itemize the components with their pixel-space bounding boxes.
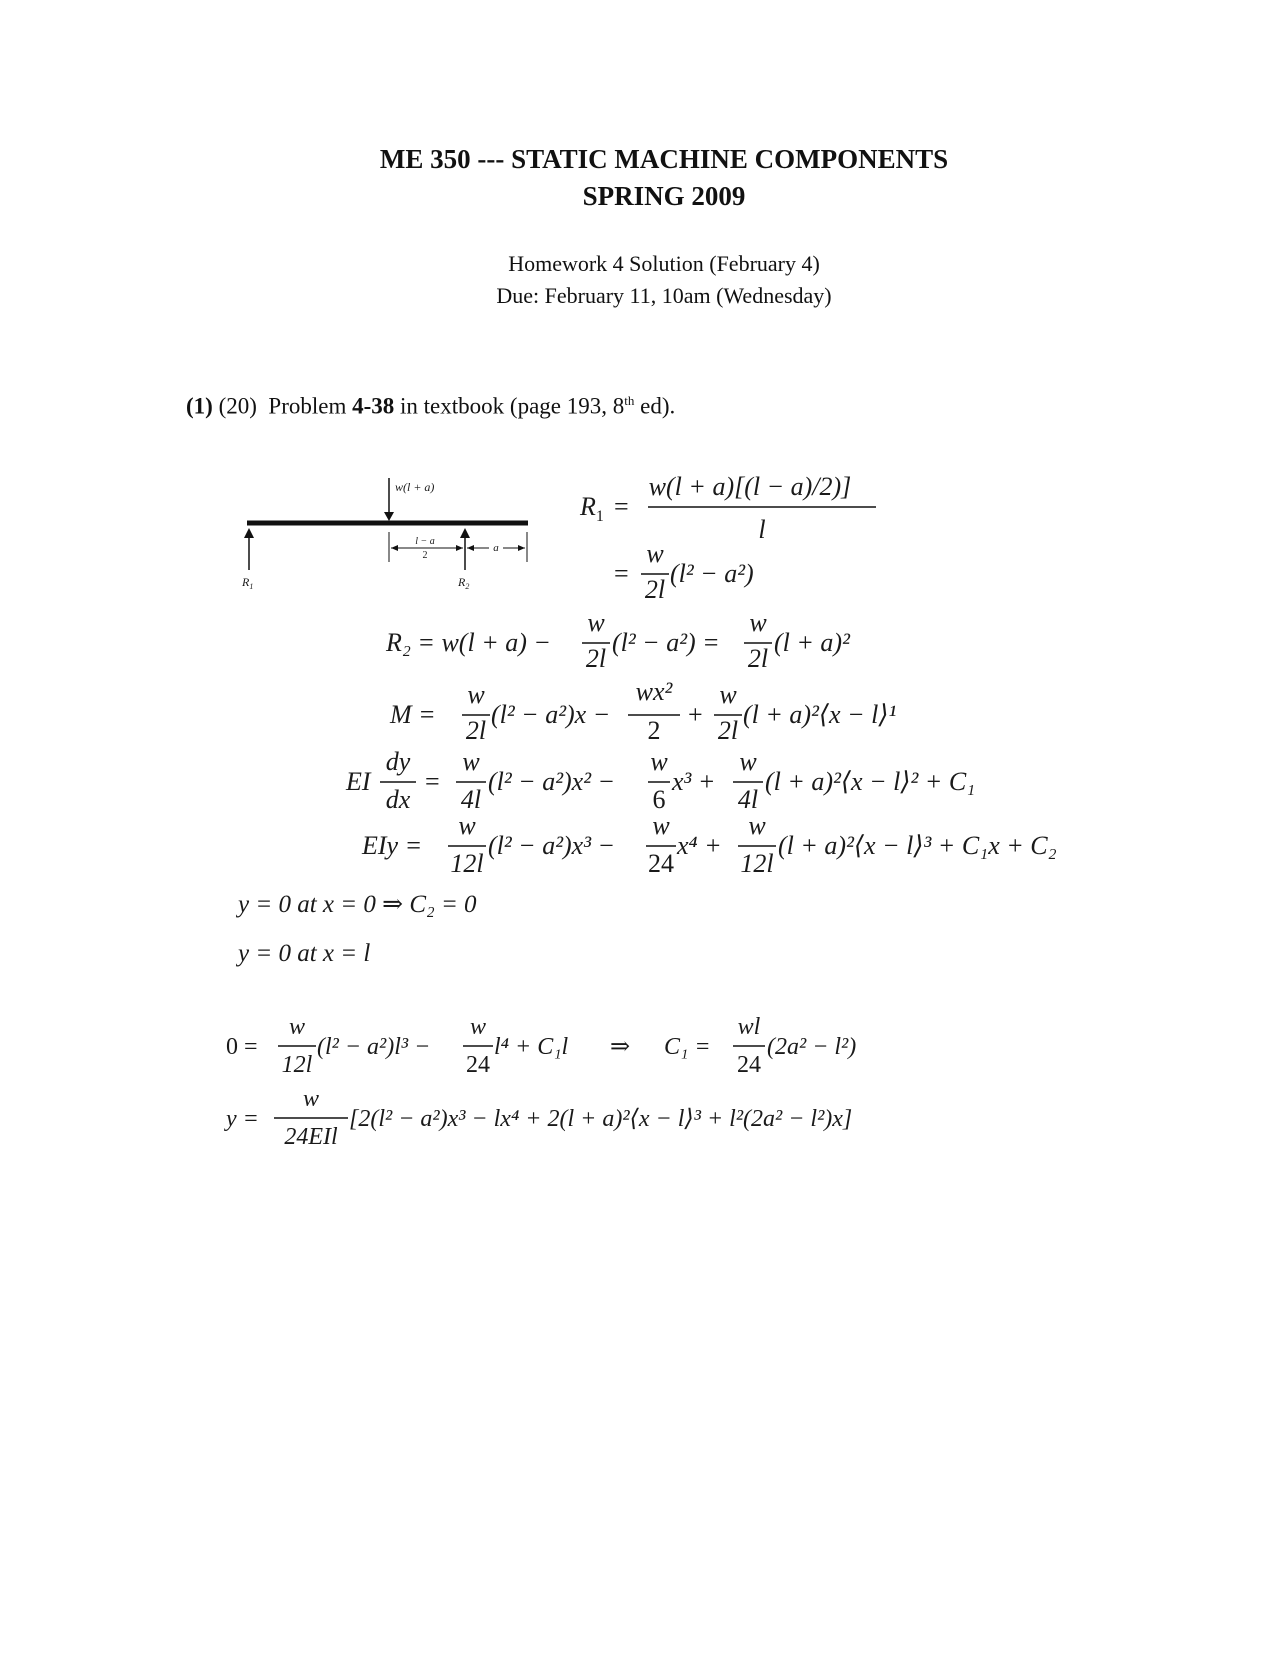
c1-lhs: 0 = bbox=[226, 1034, 258, 1060]
dim-arrowhead bbox=[467, 545, 474, 551]
problem-text-before: Problem bbox=[268, 393, 347, 419]
r2-lhs: R₂ = w(l + a) − bbox=[386, 628, 551, 657]
c1-frac3-den: 24 bbox=[737, 1052, 761, 1078]
c1-frac1-den: 12l bbox=[281, 1052, 313, 1078]
r2-equation bbox=[385, 608, 851, 673]
problem-text-after: in textbook (page 193, 8 bbox=[400, 393, 625, 419]
ei2-middle: (l² − a²)x³ − bbox=[488, 831, 616, 860]
semester-title: SPRING 2009 bbox=[582, 181, 746, 211]
c1-frac2-num: w bbox=[469, 1014, 487, 1040]
ei1-frac2-num: w bbox=[650, 747, 668, 776]
m-frac3-num: w bbox=[719, 680, 737, 709]
m-end: (l + a)²⟨x − l⟩¹ bbox=[743, 700, 897, 729]
ei2-middle2: x⁴ + bbox=[677, 831, 722, 860]
slope-equation bbox=[345, 747, 975, 814]
r2-frac1-num: w bbox=[587, 608, 605, 637]
dim-half-numerator: l − a bbox=[415, 536, 435, 547]
y-end: [2(l² − a²)x³ − lx⁴ + 2(l + a)²⟨x − l⟩³ + l²(2a² − l²)x] bbox=[349, 1106, 853, 1132]
r2-arrowhead bbox=[460, 528, 470, 538]
r2-frac1-den: 2l bbox=[585, 644, 607, 673]
m-frac1-den: 2l bbox=[465, 716, 487, 745]
c1-end: (2a² − l²) bbox=[767, 1034, 857, 1060]
r1b-numerator: w bbox=[646, 539, 664, 568]
c1-middle2: l⁴ + C₁l bbox=[494, 1034, 569, 1060]
ei1-end: (l + a)²⟨x − l⟩² + C₁ bbox=[765, 767, 976, 796]
ei1-frac1-den: 4l bbox=[460, 785, 482, 814]
dim-arrowhead bbox=[518, 545, 525, 551]
m-frac3-den: 2l bbox=[717, 716, 739, 745]
y-lhs: y = bbox=[226, 1106, 259, 1132]
ei1-frac3-den: 4l bbox=[737, 785, 759, 814]
r2-frac2-den: 2l bbox=[747, 644, 769, 673]
problem-points: (20) bbox=[218, 393, 257, 419]
c1-result-lhs: C₁ = bbox=[664, 1034, 711, 1060]
ei1-deriv-den: dx bbox=[385, 785, 411, 814]
ei2-end: (l + a)²⟨x − l⟩³ + C₁x + C₂ bbox=[778, 831, 1057, 860]
edition-superscript: th bbox=[624, 393, 635, 408]
course-title: ME 350 --- STATIC MACHINE COMPONENTS bbox=[379, 144, 949, 174]
r1-equation bbox=[579, 472, 876, 604]
dim-a-label: a bbox=[493, 542, 499, 554]
r2-subscript: 2 bbox=[465, 582, 470, 591]
m-frac2-den: 2 bbox=[647, 716, 661, 745]
implies-arrow: ⇒ bbox=[610, 1034, 631, 1060]
ei1-middle: (l² − a²)x² − bbox=[488, 767, 616, 796]
ei2-frac1-den: 12l bbox=[450, 849, 484, 878]
r2-label: R bbox=[458, 575, 466, 589]
m-plus: + bbox=[688, 700, 703, 729]
svg-text:=: = bbox=[614, 492, 629, 521]
dim-arrowhead bbox=[456, 545, 463, 551]
svg-text:R1 bbox=[579, 492, 604, 525]
c1-frac1-num: w bbox=[288, 1014, 306, 1040]
c1-frac2-den: 24 bbox=[466, 1052, 490, 1078]
r1-arrowhead bbox=[244, 528, 254, 538]
r2-middle: (l² − a²) = bbox=[612, 628, 720, 657]
ei2-frac3-den: 12l bbox=[740, 849, 774, 878]
r1-numerator: w(l + a)[(l − a)/2)] bbox=[648, 472, 852, 501]
ei1-frac1-num: w bbox=[462, 747, 480, 776]
problem-id: 4-38 bbox=[352, 393, 395, 419]
dim-half-denominator: 2 bbox=[422, 550, 428, 561]
ei2-frac2-num: w bbox=[652, 811, 670, 840]
r1b-rest: (l² − a²) bbox=[670, 559, 754, 588]
r2-frac2-num: w bbox=[749, 608, 767, 637]
r1-denominator: l bbox=[758, 515, 766, 544]
svg-text:=: = bbox=[614, 559, 629, 588]
c1-equation bbox=[226, 1014, 856, 1078]
load-label: w(l + a) bbox=[395, 480, 435, 494]
ei1-frac2-den: 6 bbox=[652, 785, 666, 814]
dim-arrowhead bbox=[391, 545, 398, 551]
moment-equation bbox=[389, 677, 896, 745]
ei1-deriv-num: dy bbox=[385, 747, 411, 776]
r1-subscript: 1 bbox=[249, 582, 254, 591]
c1-middle: (l² − a²)l³ − bbox=[317, 1034, 431, 1060]
svg-text:R1 bbox=[241, 575, 253, 591]
problem-number: (1) bbox=[186, 393, 213, 419]
r1-lhs-subscript: 1 bbox=[595, 508, 604, 525]
m-middle: (l² − a²)x − bbox=[491, 700, 611, 729]
load-arrowhead bbox=[384, 512, 394, 521]
ei1-equals: = bbox=[425, 767, 440, 796]
ei1-middle2: x³ + bbox=[672, 767, 716, 796]
m-frac1-num: w bbox=[467, 680, 485, 709]
problem-text-end: ed). bbox=[634, 393, 676, 419]
m-lhs: M = bbox=[390, 700, 436, 729]
homework-title: Homework 4 Solution (February 4) bbox=[508, 251, 820, 276]
ei2-frac1-num: w bbox=[458, 811, 476, 840]
ei2-frac2-den: 24 bbox=[648, 849, 674, 878]
ei1-frac3-num: w bbox=[739, 747, 757, 776]
r1-lhs: R bbox=[580, 492, 596, 521]
y-frac-num: w bbox=[302, 1086, 320, 1112]
r2-end: (l + a)² bbox=[774, 628, 850, 657]
c1-frac3-num: wl bbox=[737, 1014, 761, 1040]
boundary-condition-1: y = 0 at x = 0 ⇒ C₂ = 0 bbox=[238, 891, 477, 918]
boundary-condition-2: y = 0 at x = l bbox=[238, 940, 371, 967]
deflection-integral-equation bbox=[361, 811, 1057, 878]
ei2-frac3-num: w bbox=[748, 811, 766, 840]
beam-figure bbox=[241, 478, 528, 591]
svg-text:R2 bbox=[457, 575, 469, 591]
r1b-denominator: 2l bbox=[644, 575, 666, 604]
r1-label: R bbox=[242, 575, 250, 589]
due-date: Due: February 11, 10am (Wednesday) bbox=[496, 283, 832, 308]
ei2-lhs: EIy = bbox=[362, 831, 423, 860]
m-frac2-num: wx² bbox=[635, 677, 673, 706]
ei1-lhs: EI bbox=[346, 767, 371, 796]
y-frac-den: 24EIl bbox=[284, 1124, 338, 1150]
final-deflection-equation bbox=[224, 1086, 852, 1150]
